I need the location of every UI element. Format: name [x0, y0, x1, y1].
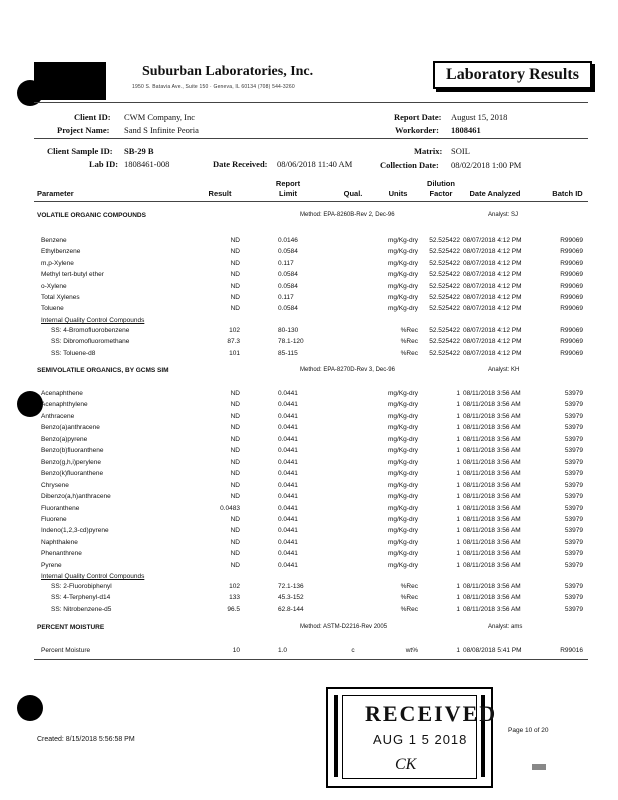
table-row — [0, 482, 618, 493]
cell-param: Acenaphthylene — [41, 401, 88, 409]
cell-param: Methyl tert-butyl ether — [41, 271, 104, 279]
client-id-label: Client ID: — [74, 112, 111, 122]
cell-param: SS: Nitrobenzene-d5 — [51, 605, 112, 613]
cell-batch: 53979 — [564, 550, 583, 558]
cell-param: Dibenzo(a,h)anthracene — [41, 493, 111, 501]
table-row — [0, 539, 618, 550]
cell-result: 133 — [229, 594, 240, 602]
cell-units: mg/Kg-dry — [388, 458, 418, 466]
lab-name: Suburban Laboratories, Inc. — [142, 64, 314, 79]
collection-date-value: 08/02/2018 1:00 PM — [451, 160, 522, 170]
lab-address: 1950 S. Batavia Ave., Suite 150 · Geneva, IL 60134 (708) 544-3260 — [132, 84, 295, 90]
cell-param: Pyrene — [41, 561, 62, 569]
cell-date: 08/11/2018 3:56 AM — [463, 561, 521, 569]
table-row — [0, 424, 618, 435]
cell-batch: R99069 — [560, 349, 583, 357]
cell-units: mg/Kg-dry — [388, 390, 418, 397]
cell-limit: 85-115 — [278, 349, 298, 357]
cell-units: %Rec — [400, 349, 418, 357]
cell-dilution: 1 — [456, 470, 460, 478]
cell-date: 08/11/2018 3:56 AM — [463, 583, 521, 590]
cell-units: mg/Kg-dry — [388, 282, 418, 290]
cell-param: Naphthalene — [41, 538, 78, 546]
cell-result: ND — [230, 390, 240, 397]
cell-units: mg/Kg-dry — [388, 412, 418, 420]
matrix-label: Matrix: — [414, 146, 443, 156]
cell-dilution: 1 — [456, 412, 460, 420]
cell-param: SS: 4-Terphenyl-d14 — [51, 594, 111, 602]
cell-date: 08/07/2018 4:12 PM — [463, 327, 522, 334]
cell-date: 08/11/2018 3:56 AM — [463, 458, 521, 466]
cell-result: ND — [230, 282, 240, 290]
cell-units: %Rec — [400, 583, 418, 590]
cell-units: %Rec — [400, 338, 418, 346]
cell-limit: 0.0441 — [278, 458, 298, 466]
table-row — [0, 390, 618, 401]
col-parameter: Parameter — [37, 189, 74, 198]
col-date-analyzed: Date Analyzed — [469, 189, 521, 198]
cell-batch: 53979 — [564, 538, 583, 546]
cell-dilution: 1 — [456, 594, 460, 602]
cell-batch: 53979 — [564, 594, 583, 602]
cell-limit: 0.0441 — [278, 435, 298, 443]
section-voc-analyst: Analyst: SJ — [488, 212, 519, 218]
cell-batch: 53979 — [564, 470, 583, 478]
cell-param: Phenanthrene — [41, 550, 82, 558]
cell-param: Fluorene — [41, 515, 67, 523]
cell-limit: 0.0146 — [278, 237, 298, 244]
cell-limit: 0.117 — [278, 294, 294, 301]
cell-limit: 45.3-152 — [278, 594, 304, 602]
cell-units: mg/Kg-dry — [388, 504, 418, 512]
cell-param: Benzo(k)fluoranthene — [41, 470, 104, 478]
cell-result: ND — [230, 458, 240, 466]
cell-result: ND — [230, 401, 240, 409]
cell-result: 102 — [229, 583, 240, 590]
cell-batch: R99069 — [560, 282, 583, 290]
cell-date: 08/11/2018 3:56 AM — [463, 605, 521, 613]
cell-limit: 0.0441 — [278, 412, 298, 420]
table-row — [0, 436, 618, 447]
cell-limit: 0.0441 — [278, 401, 298, 409]
cell-date: 08/07/2018 4:12 PM — [463, 271, 522, 279]
cell-result: ND — [230, 237, 240, 244]
table-row — [0, 647, 618, 658]
cell-result: ND — [230, 259, 240, 267]
cell-result: ND — [230, 538, 240, 546]
cell-batch: R99069 — [560, 248, 583, 256]
workorder-label: Workorder: — [395, 125, 439, 135]
cell-result: ND — [230, 447, 240, 455]
collection-date-label: Collection Date: — [380, 160, 439, 170]
cell-date: 08/11/2018 3:56 AM — [463, 424, 521, 432]
client-rule — [34, 138, 588, 139]
table-row — [0, 550, 618, 561]
cell-units: mg/Kg-dry — [388, 305, 418, 313]
cell-result: ND — [230, 561, 240, 569]
stamp-frame — [342, 695, 498, 779]
cell-qual: c — [351, 647, 355, 654]
cell-units: mg/Kg-dry — [388, 237, 418, 244]
cell-date: 08/11/2018 3:56 AM — [463, 538, 521, 546]
cell-dilution: 52.525422 — [429, 294, 460, 301]
table-bottom-rule — [34, 659, 588, 660]
cell-dilution: 52.525422 — [429, 237, 460, 244]
cell-result: 102 — [229, 327, 240, 334]
cell-limit: 0.0441 — [278, 470, 298, 478]
cell-units: mg/Kg-dry — [388, 435, 418, 443]
cell-param: m,p-Xylene — [41, 259, 74, 267]
cell-param: Anthracene — [41, 412, 75, 420]
cell-date: 08/07/2018 4:12 PM — [463, 248, 522, 256]
cell-limit: 78.1-120 — [278, 338, 304, 346]
cell-param: Chrysene — [41, 481, 69, 489]
cell-dilution: 1 — [456, 493, 460, 501]
cell-units: mg/Kg-dry — [388, 493, 418, 501]
cell-units: mg/Kg-dry — [388, 447, 418, 455]
workorder-value: 1808461 — [451, 125, 481, 135]
cell-dilution: 1 — [456, 390, 460, 397]
col-batch-id: Batch ID — [552, 189, 583, 198]
cell-limit: 62.8-144 — [278, 605, 304, 613]
cell-param: SS: 2-Fluorobiphenyl — [51, 583, 112, 590]
cell-batch: 53979 — [564, 493, 583, 501]
date-received-value: 08/06/2018 11:40 AM — [277, 159, 353, 169]
cell-limit: 0.0441 — [278, 527, 298, 535]
cell-dilution: 1 — [456, 561, 460, 569]
cell-param: Ethylbenzene — [41, 248, 81, 256]
table-row — [0, 248, 618, 259]
cell-param: SS: 4-Bromofluorobenzene — [51, 327, 130, 334]
col-report-limit-1: Report — [275, 179, 301, 188]
table-row — [0, 413, 618, 424]
section-svoc-analyst: Analyst: KH — [488, 367, 520, 373]
cell-units: mg/Kg-dry — [388, 470, 418, 478]
cell-batch: 53979 — [564, 515, 583, 523]
cell-param: Benzo(b)fluoranthene — [41, 447, 104, 455]
cell-limit: 0.0441 — [278, 493, 298, 501]
cell-param: Toluene — [41, 305, 64, 313]
cell-dilution: 1 — [456, 583, 460, 590]
cell-batch: 53979 — [564, 481, 583, 489]
cell-date: 08/07/2018 4:12 PM — [463, 349, 522, 357]
cell-date: 08/11/2018 3:56 AM — [463, 401, 521, 409]
table-row — [0, 562, 618, 573]
cell-limit: 72.1-136 — [278, 583, 304, 590]
cell-dilution: 1 — [456, 527, 460, 535]
cell-batch: 53979 — [564, 605, 583, 613]
table-row — [0, 594, 618, 605]
cell-date: 08/07/2018 4:12 PM — [463, 282, 522, 290]
cell-param: o-Xylene — [41, 282, 67, 290]
header-rule — [34, 102, 588, 103]
table-row — [0, 237, 618, 248]
cell-batch: 53979 — [564, 458, 583, 466]
sample-id-label: Client Sample ID: — [47, 146, 113, 156]
section-moisture-title: PERCENT MOISTURE — [37, 624, 105, 631]
cell-date: 08/08/2018 5:41 PM — [463, 647, 522, 654]
cell-dilution: 1 — [456, 447, 460, 455]
col-dilution-2: Factor — [429, 189, 453, 198]
table-row — [0, 606, 618, 617]
cell-dilution: 52.525422 — [429, 259, 460, 267]
client-id-value: CWM Company, Inc — [124, 112, 195, 122]
cell-units: mg/Kg-dry — [388, 259, 418, 267]
cell-limit: 0.0441 — [278, 424, 298, 432]
cell-limit: 0.0441 — [278, 504, 298, 512]
redaction-block — [34, 62, 106, 100]
cell-units: wt% — [405, 647, 418, 654]
project-name-value: Sand S Infinite Peoria — [124, 125, 199, 135]
cell-units: mg/Kg-dry — [388, 294, 418, 301]
cell-units: mg/Kg-dry — [388, 248, 418, 256]
cell-batch: 53979 — [564, 504, 583, 512]
cell-batch: R99069 — [560, 237, 583, 244]
created-timestamp: Created: 8/15/2018 5:56:58 PM — [37, 736, 135, 743]
stamp-title: RECEIVED — [365, 701, 498, 726]
matrix-value: SOIL — [451, 146, 470, 156]
cell-result: ND — [230, 493, 240, 501]
cell-result: 101 — [229, 349, 240, 357]
lab-id-value: 1808461-008 — [124, 159, 170, 169]
cell-dilution: 52.525422 — [429, 305, 460, 313]
cell-result: ND — [230, 248, 240, 256]
cell-result: ND — [230, 481, 240, 489]
cell-date: 08/07/2018 4:12 PM — [463, 237, 522, 244]
cell-limit: 0.0441 — [278, 538, 298, 546]
cell-units: mg/Kg-dry — [388, 527, 418, 535]
cell-units: mg/Kg-dry — [388, 481, 418, 489]
cell-result: 10 — [232, 647, 240, 654]
cell-date: 08/07/2018 4:12 PM — [463, 294, 522, 301]
cell-limit: 0.0584 — [278, 248, 298, 256]
cell-batch: 53979 — [564, 424, 583, 432]
cell-result: ND — [230, 305, 240, 313]
table-row — [0, 459, 618, 470]
section-voc-title: VOLATILE ORGANIC COMPOUNDS — [37, 212, 146, 219]
section-svoc-method: Method: EPA-8270D-Rev 3, Dec-96 — [300, 367, 395, 373]
cell-batch: R99069 — [560, 294, 583, 301]
cell-batch: 53979 — [564, 412, 583, 420]
cell-batch: R99069 — [560, 327, 583, 334]
cell-dilution: 1 — [456, 435, 460, 443]
cell-date: 08/11/2018 3:56 AM — [463, 447, 521, 455]
table-row — [0, 516, 618, 527]
cell-result: 0.0483 — [220, 504, 240, 512]
cell-param: Total Xylenes — [41, 294, 80, 301]
cell-result: ND — [230, 271, 240, 279]
cell-limit: 0.0584 — [278, 271, 298, 279]
cell-result: ND — [230, 550, 240, 558]
cell-dilution: 1 — [456, 538, 460, 546]
cell-units: mg/Kg-dry — [388, 538, 418, 546]
cell-units: mg/Kg-dry — [388, 271, 418, 279]
cell-date: 08/11/2018 3:56 AM — [463, 412, 521, 420]
page-number: Page 10 of 20 — [508, 727, 549, 734]
cell-batch: R99069 — [560, 259, 583, 267]
punch-hole-bottom — [17, 695, 43, 721]
received-stamp — [326, 687, 498, 788]
cell-date: 08/11/2018 3:56 AM — [463, 527, 521, 535]
col-dilution-1: Dilution — [427, 179, 455, 188]
cell-limit: 0.0441 — [278, 447, 298, 455]
cell-batch: R99016 — [560, 647, 583, 654]
cell-param: SS: Toluene-d8 — [51, 349, 96, 357]
table-row — [0, 350, 618, 361]
svoc-iqc-label: Internal Quality Control Compounds — [41, 573, 145, 580]
cell-date: 08/07/2018 4:12 PM — [463, 259, 522, 267]
cell-result: 87.3 — [227, 338, 240, 346]
table-row — [0, 583, 618, 594]
cell-date: 08/11/2018 3:56 AM — [463, 515, 521, 523]
sample-id-value: SB-29 B — [124, 146, 154, 156]
cell-dilution: 1 — [456, 424, 460, 432]
cell-batch: 53979 — [564, 447, 583, 455]
stamp-left-bar — [334, 695, 338, 777]
cell-units: %Rec — [400, 605, 418, 613]
cell-result: 96.5 — [227, 605, 240, 613]
table-row — [0, 505, 618, 516]
cell-result: ND — [230, 527, 240, 535]
table-row — [0, 493, 618, 504]
cell-param: Acenaphthene — [41, 390, 83, 397]
cell-batch: 53979 — [564, 435, 583, 443]
project-name-label: Project Name: — [57, 125, 110, 135]
cell-dilution: 52.525422 — [429, 338, 460, 346]
cell-limit: 0.0441 — [278, 390, 298, 397]
cell-limit: 0.0441 — [278, 550, 298, 558]
section-svoc-title: SEMIVOLATILE ORGANICS, BY GCMS SIM — [37, 367, 169, 374]
cell-units: mg/Kg-dry — [388, 561, 418, 569]
table-row — [0, 327, 618, 338]
cell-limit: 80-130 — [278, 327, 299, 334]
voc-iqc-label: Internal Quality Control Compounds — [41, 317, 145, 324]
cell-dilution: 52.525422 — [429, 349, 460, 357]
cell-batch: 53979 — [564, 390, 583, 397]
col-report-limit-2: Limit — [279, 189, 297, 198]
table-row — [0, 527, 618, 538]
cell-dilution: 52.525422 — [429, 327, 460, 334]
column-rule — [34, 201, 588, 202]
cell-date: 08/11/2018 3:56 AM — [463, 594, 521, 602]
table-row — [0, 338, 618, 349]
cell-limit: 0.0441 — [278, 561, 298, 569]
cell-limit: 0.0441 — [278, 515, 298, 523]
cell-batch: R99069 — [560, 271, 583, 279]
cell-date: 08/11/2018 3:56 AM — [463, 470, 521, 478]
cell-dilution: 52.525422 — [429, 282, 460, 290]
cell-batch: R99069 — [560, 338, 583, 346]
cell-date: 08/07/2018 4:12 PM — [463, 338, 522, 346]
table-row — [0, 294, 618, 305]
cell-date: 08/11/2018 3:56 AM — [463, 504, 521, 512]
cell-date: 08/07/2018 4:12 PM — [463, 305, 522, 313]
cell-param: Fluoranthene — [41, 504, 80, 512]
cell-units: mg/Kg-dry — [388, 424, 418, 432]
cell-batch: 53979 — [564, 527, 583, 535]
section-moisture-analyst: Analyst: ams — [488, 624, 523, 630]
table-row — [0, 305, 618, 316]
cell-dilution: 1 — [456, 515, 460, 523]
table-row — [0, 470, 618, 481]
cell-result: ND — [230, 294, 240, 301]
table-row — [0, 271, 618, 282]
cell-dilution: 1 — [456, 550, 460, 558]
cell-param: Benzo(a)anthracene — [41, 424, 100, 432]
table-row — [0, 260, 618, 271]
cell-limit: 0.0441 — [278, 481, 298, 489]
cell-dilution: 1 — [456, 647, 460, 654]
cell-date: 08/11/2018 3:56 AM — [463, 390, 521, 397]
table-row — [0, 447, 618, 458]
cell-dilution: 1 — [456, 458, 460, 466]
cell-dilution: 52.525422 — [429, 248, 460, 256]
lab-id-label: Lab ID: — [89, 159, 119, 169]
stamp-date: AUG 1 5 2018 — [373, 732, 468, 747]
col-result: Result — [208, 189, 232, 198]
report-date-value: August 15, 2018 — [451, 112, 508, 122]
cell-limit: 0.117 — [278, 259, 294, 267]
cell-result: ND — [230, 470, 240, 478]
document-title: Laboratory Results — [433, 61, 592, 89]
cell-units: mg/Kg-dry — [388, 550, 418, 558]
table-row — [0, 283, 618, 294]
cell-dilution: 1 — [456, 605, 460, 613]
cell-date: 08/11/2018 3:56 AM — [463, 550, 521, 558]
section-voc-method: Method: EPA-8260B-Rev 2, Dec-96 — [300, 212, 395, 218]
cell-param: Indeno(1,2,3-cd)pyrene — [41, 527, 109, 535]
cell-result: ND — [230, 515, 240, 523]
cell-date: 08/11/2018 3:56 AM — [463, 493, 521, 501]
cell-result: ND — [230, 435, 240, 443]
cell-param: Percent Moisture — [41, 647, 91, 654]
col-units: Units — [388, 189, 408, 198]
stamp-initials: CK — [395, 756, 417, 773]
cell-limit: 0.0584 — [278, 305, 298, 313]
cell-param: Benzo(g,h,i)perylene — [41, 458, 101, 466]
cell-param: SS: Dibromofluoromethane — [51, 338, 130, 346]
cell-units: mg/Kg-dry — [388, 515, 418, 523]
section-moisture-method: Method: ASTM-D2216-Rev 2005 — [300, 624, 388, 630]
cell-dilution: 1 — [456, 401, 460, 409]
table-row — [0, 401, 618, 412]
cell-dilution: 52.525422 — [429, 271, 460, 279]
cell-batch: 53979 — [564, 583, 583, 590]
cell-units: %Rec — [400, 594, 418, 602]
cell-batch: 53979 — [564, 561, 583, 569]
cell-result: ND — [230, 424, 240, 432]
cell-units: %Rec — [400, 327, 418, 334]
cell-dilution: 1 — [456, 481, 460, 489]
cell-batch: 53979 — [564, 401, 583, 409]
report-date-label: Report Date: — [394, 112, 442, 122]
date-received-label: Date Received: — [213, 159, 268, 169]
cell-limit: 0.0584 — [278, 282, 298, 290]
cell-dilution: 1 — [456, 504, 460, 512]
cell-param: Benzo(a)pyrene — [41, 435, 88, 443]
cell-result: ND — [230, 412, 240, 420]
cell-limit: 1.0 — [278, 647, 288, 654]
cell-date: 08/11/2018 3:56 AM — [463, 481, 521, 489]
cell-date: 08/11/2018 3:56 AM — [463, 435, 521, 443]
col-qual: Qual. — [343, 189, 363, 198]
cell-param: Benzene — [41, 237, 67, 244]
cell-units: mg/Kg-dry — [388, 401, 418, 409]
scan-mark — [532, 764, 546, 770]
cell-batch: R99069 — [560, 305, 583, 313]
